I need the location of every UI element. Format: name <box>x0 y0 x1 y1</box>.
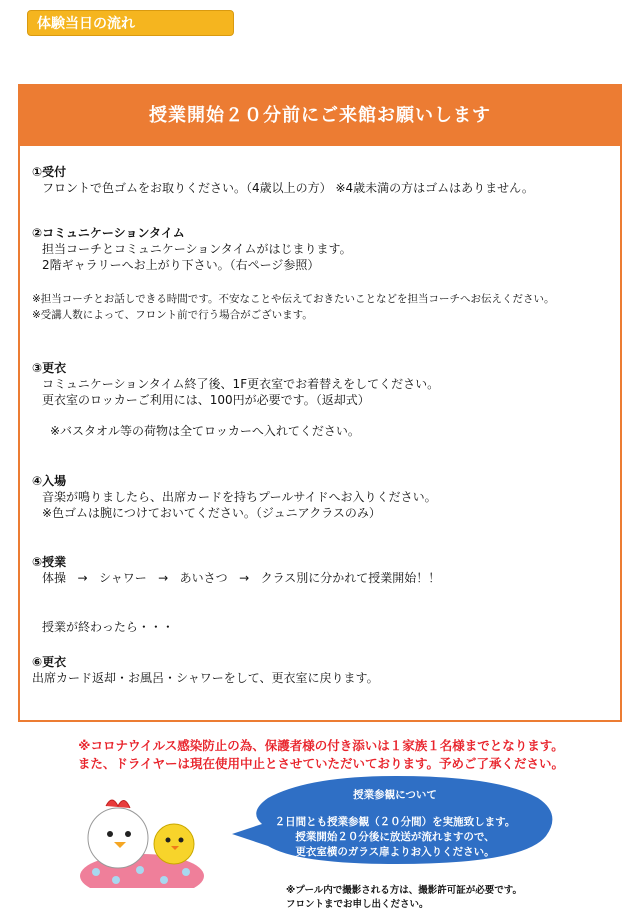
footnote-line-2: フロントまでお申し出ください。 <box>286 899 429 910</box>
step6-text: 出席カード返却・お風呂・シャワーをして、更衣室に戻ります。 <box>32 671 379 685</box>
step5-text-1: 体操 → シャワー → あいさつ → クラス別に分かれて授業開始！！ <box>42 571 441 585</box>
step3-title: ③更衣 <box>32 361 67 375</box>
step5-title: ⑤授業 <box>32 555 67 569</box>
step1-title: ①受付 <box>32 165 67 179</box>
bubble-line-2: 授業開始２０分後に放送が流れますので、 <box>295 831 495 843</box>
section-label: 体験当日の流れ <box>27 10 234 36</box>
mascot-illustration <box>76 792 208 888</box>
flow-box <box>18 84 622 722</box>
yellow-chick <box>154 824 194 864</box>
step3-text-3: ※バスタオル等の荷物は全てロッカーへ入れてください。 <box>50 424 360 438</box>
bubble-title: 授業参観について <box>353 789 437 801</box>
step3-text-1: コミュニケーションタイム終了後、1F更衣室でお着替えをしてください。 <box>42 377 440 391</box>
step2-text-2: 2階ギャラリーへお上がり下さい。（右ページ参照） <box>42 258 320 272</box>
step2-text-1: 担当コーチとコミュニケーションタイムがはじまります。 <box>42 242 352 256</box>
observation-bubble <box>228 772 562 872</box>
white-bird <box>88 808 148 868</box>
step4-title: ④入場 <box>32 474 67 488</box>
banner: 授業開始２０分前にご来館お願いします <box>20 86 620 146</box>
step4-text-2: ※色ゴムは腕につけておいてください。（ジュニアクラスのみ） <box>42 506 381 520</box>
notice-line-2: また、ドライヤーは現在使用中止とさせていただいております。予めご了承ください。 <box>77 756 565 771</box>
notice-line-1: ※コロナウイルス感染防止の為、保護者様の付き添いは１家族１名様までとなります。 <box>78 738 564 753</box>
step2-note-1: ※担当コーチとお話しできる時間です。不安なことや伝えておきたいことなどを担当コーチへお伝えください。 <box>32 293 555 305</box>
step1-text: フロントで色ゴムをお取りください。（4歳以上の方） ※4歳未満の方はゴムはありません。 <box>42 181 534 195</box>
step5-text-2: 授業が終わったら・・・ <box>42 620 174 634</box>
bubble-line-3: 更衣室横のガラス扉よりお入りください。 <box>295 846 495 858</box>
bubble-line-1: ２日間とも授業参観（２０分間）を実施致します。 <box>274 816 516 828</box>
step4-text-1: 音楽が鳴りましたら、出席カードを持ちプールサイドへお入りください。 <box>42 490 437 504</box>
step2-title: ②コミュニケーションタイム <box>32 226 185 240</box>
step2-note-2: ※受講人数によって、フロント前で行う場合がございます。 <box>32 309 313 321</box>
step3-text-2: 更衣室のロッカーご利用には、100円が必要です。（返却式） <box>42 393 370 407</box>
footnote-line-1: ※プール内で撮影される方は、撮影許可証が必要です。 <box>286 885 523 896</box>
step6-title: ⑥更衣 <box>32 655 67 669</box>
